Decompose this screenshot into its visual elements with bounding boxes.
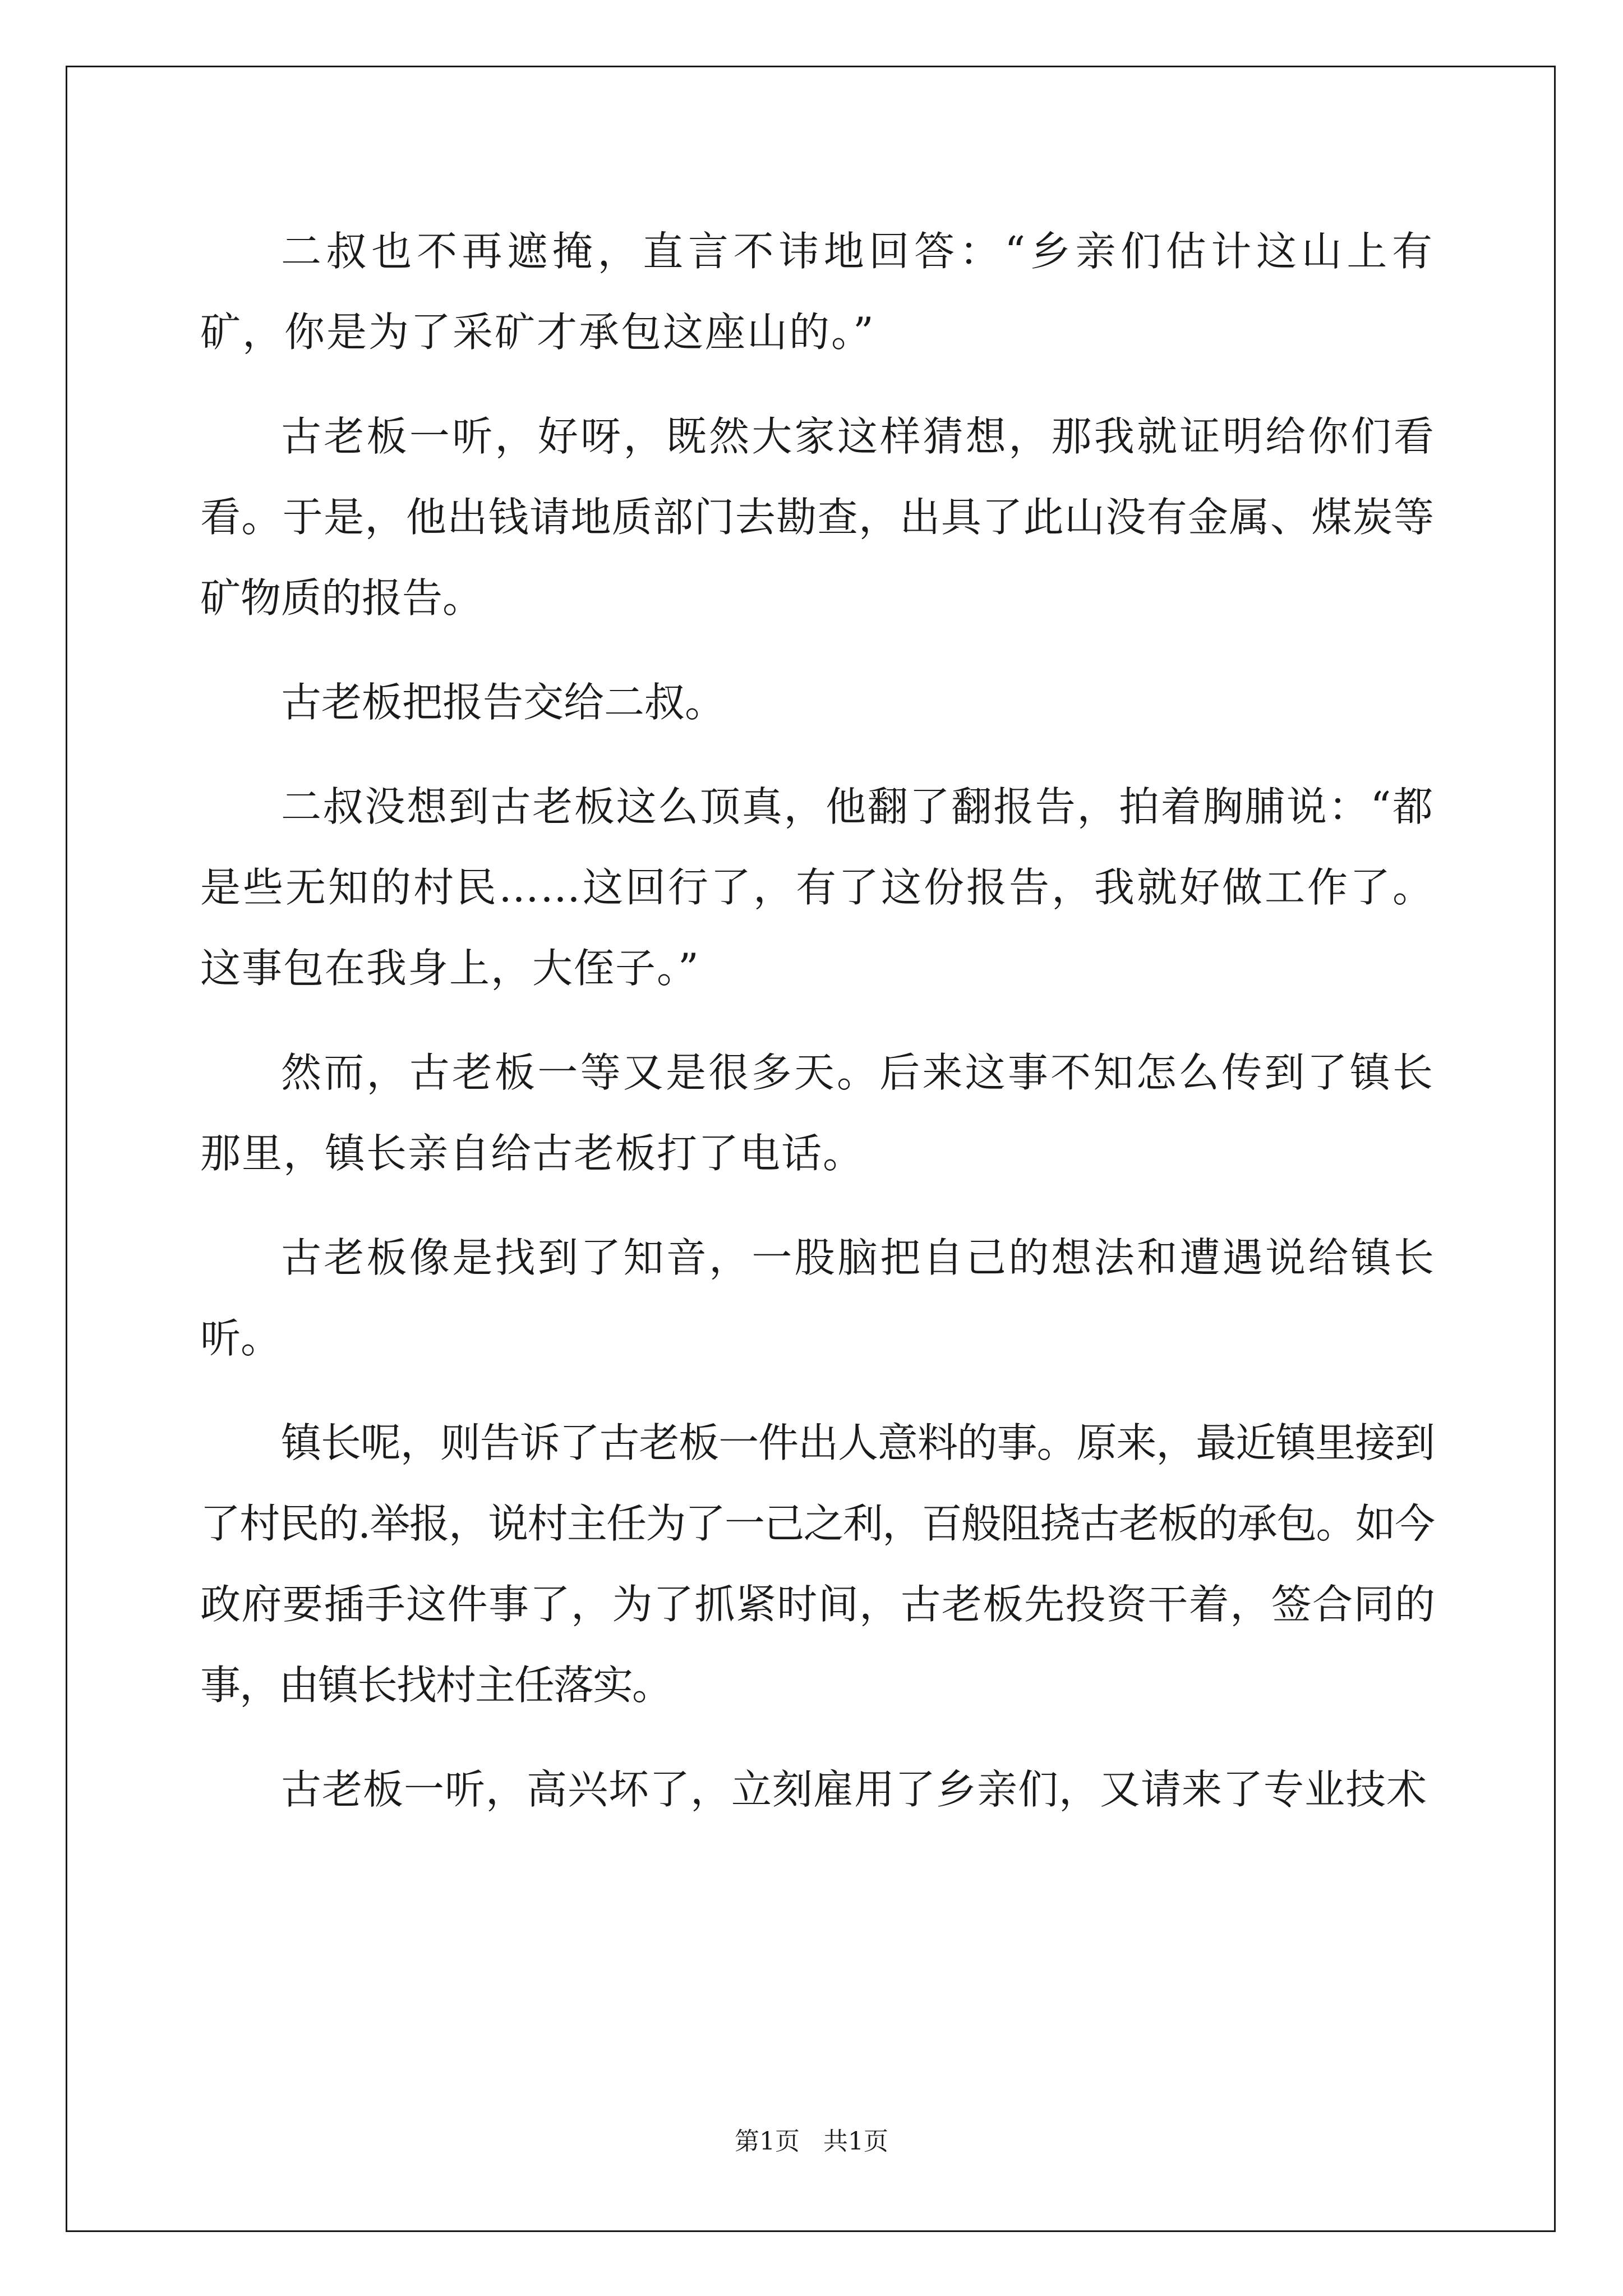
- paragraph: 古老板像是找到了知音，一股脑把自己的想法和遭遇说给镇长听。: [200, 1234, 1434, 1362]
- page-number-current: 第1页: [735, 2127, 800, 2156]
- document-body: [200, 211, 1434, 1853]
- paragraph: 二叔没想到古老板这么顶真，他翻了翻报告，拍着胸脯说：“都是些无知的村民……这回行了，有了这份报告，我就好做工作了。这事包在我身上，大侄子。”: [200, 783, 1434, 992]
- paragraph: 然而，古老板一等又是很多天。后来这事不知怎么传到了镇长那里，镇长亲自给古老板打了电话。: [200, 1049, 1434, 1177]
- page-footer: [0, 2125, 1623, 2159]
- page-number-total: 共1页: [823, 2127, 888, 2156]
- paragraph: 镇长呢，则告诉了古老板一件出人意料的事。原来，最近镇里接到了村民的.举报，说村主任为了一己之利，百般阻挠古老板的承包。如今政府要插手这件事了，为了抓紧时间，古老板先投资干着，签合同的事，由镇长找村主任落实。: [200, 1419, 1434, 1709]
- paragraph: 古老板一听，好呀，既然大家这样猜想，那我就证明给你们看看。于是，他出钱请地质部门去勘查，出具了此山没有金属、煤炭等矿物质的报告。: [200, 413, 1434, 622]
- paragraph: 二叔也不再遮掩，直言不讳地回答：“乡亲们估计这山上有矿，你是为了采矿才承包这座山的。”: [200, 228, 1434, 356]
- paragraph: 古老板把报告交给二叔。: [281, 679, 726, 726]
- paragraph: 古老板一听，高兴坏了，立刻雇用了乡亲们，又请来了专业技术: [281, 1766, 1428, 1813]
